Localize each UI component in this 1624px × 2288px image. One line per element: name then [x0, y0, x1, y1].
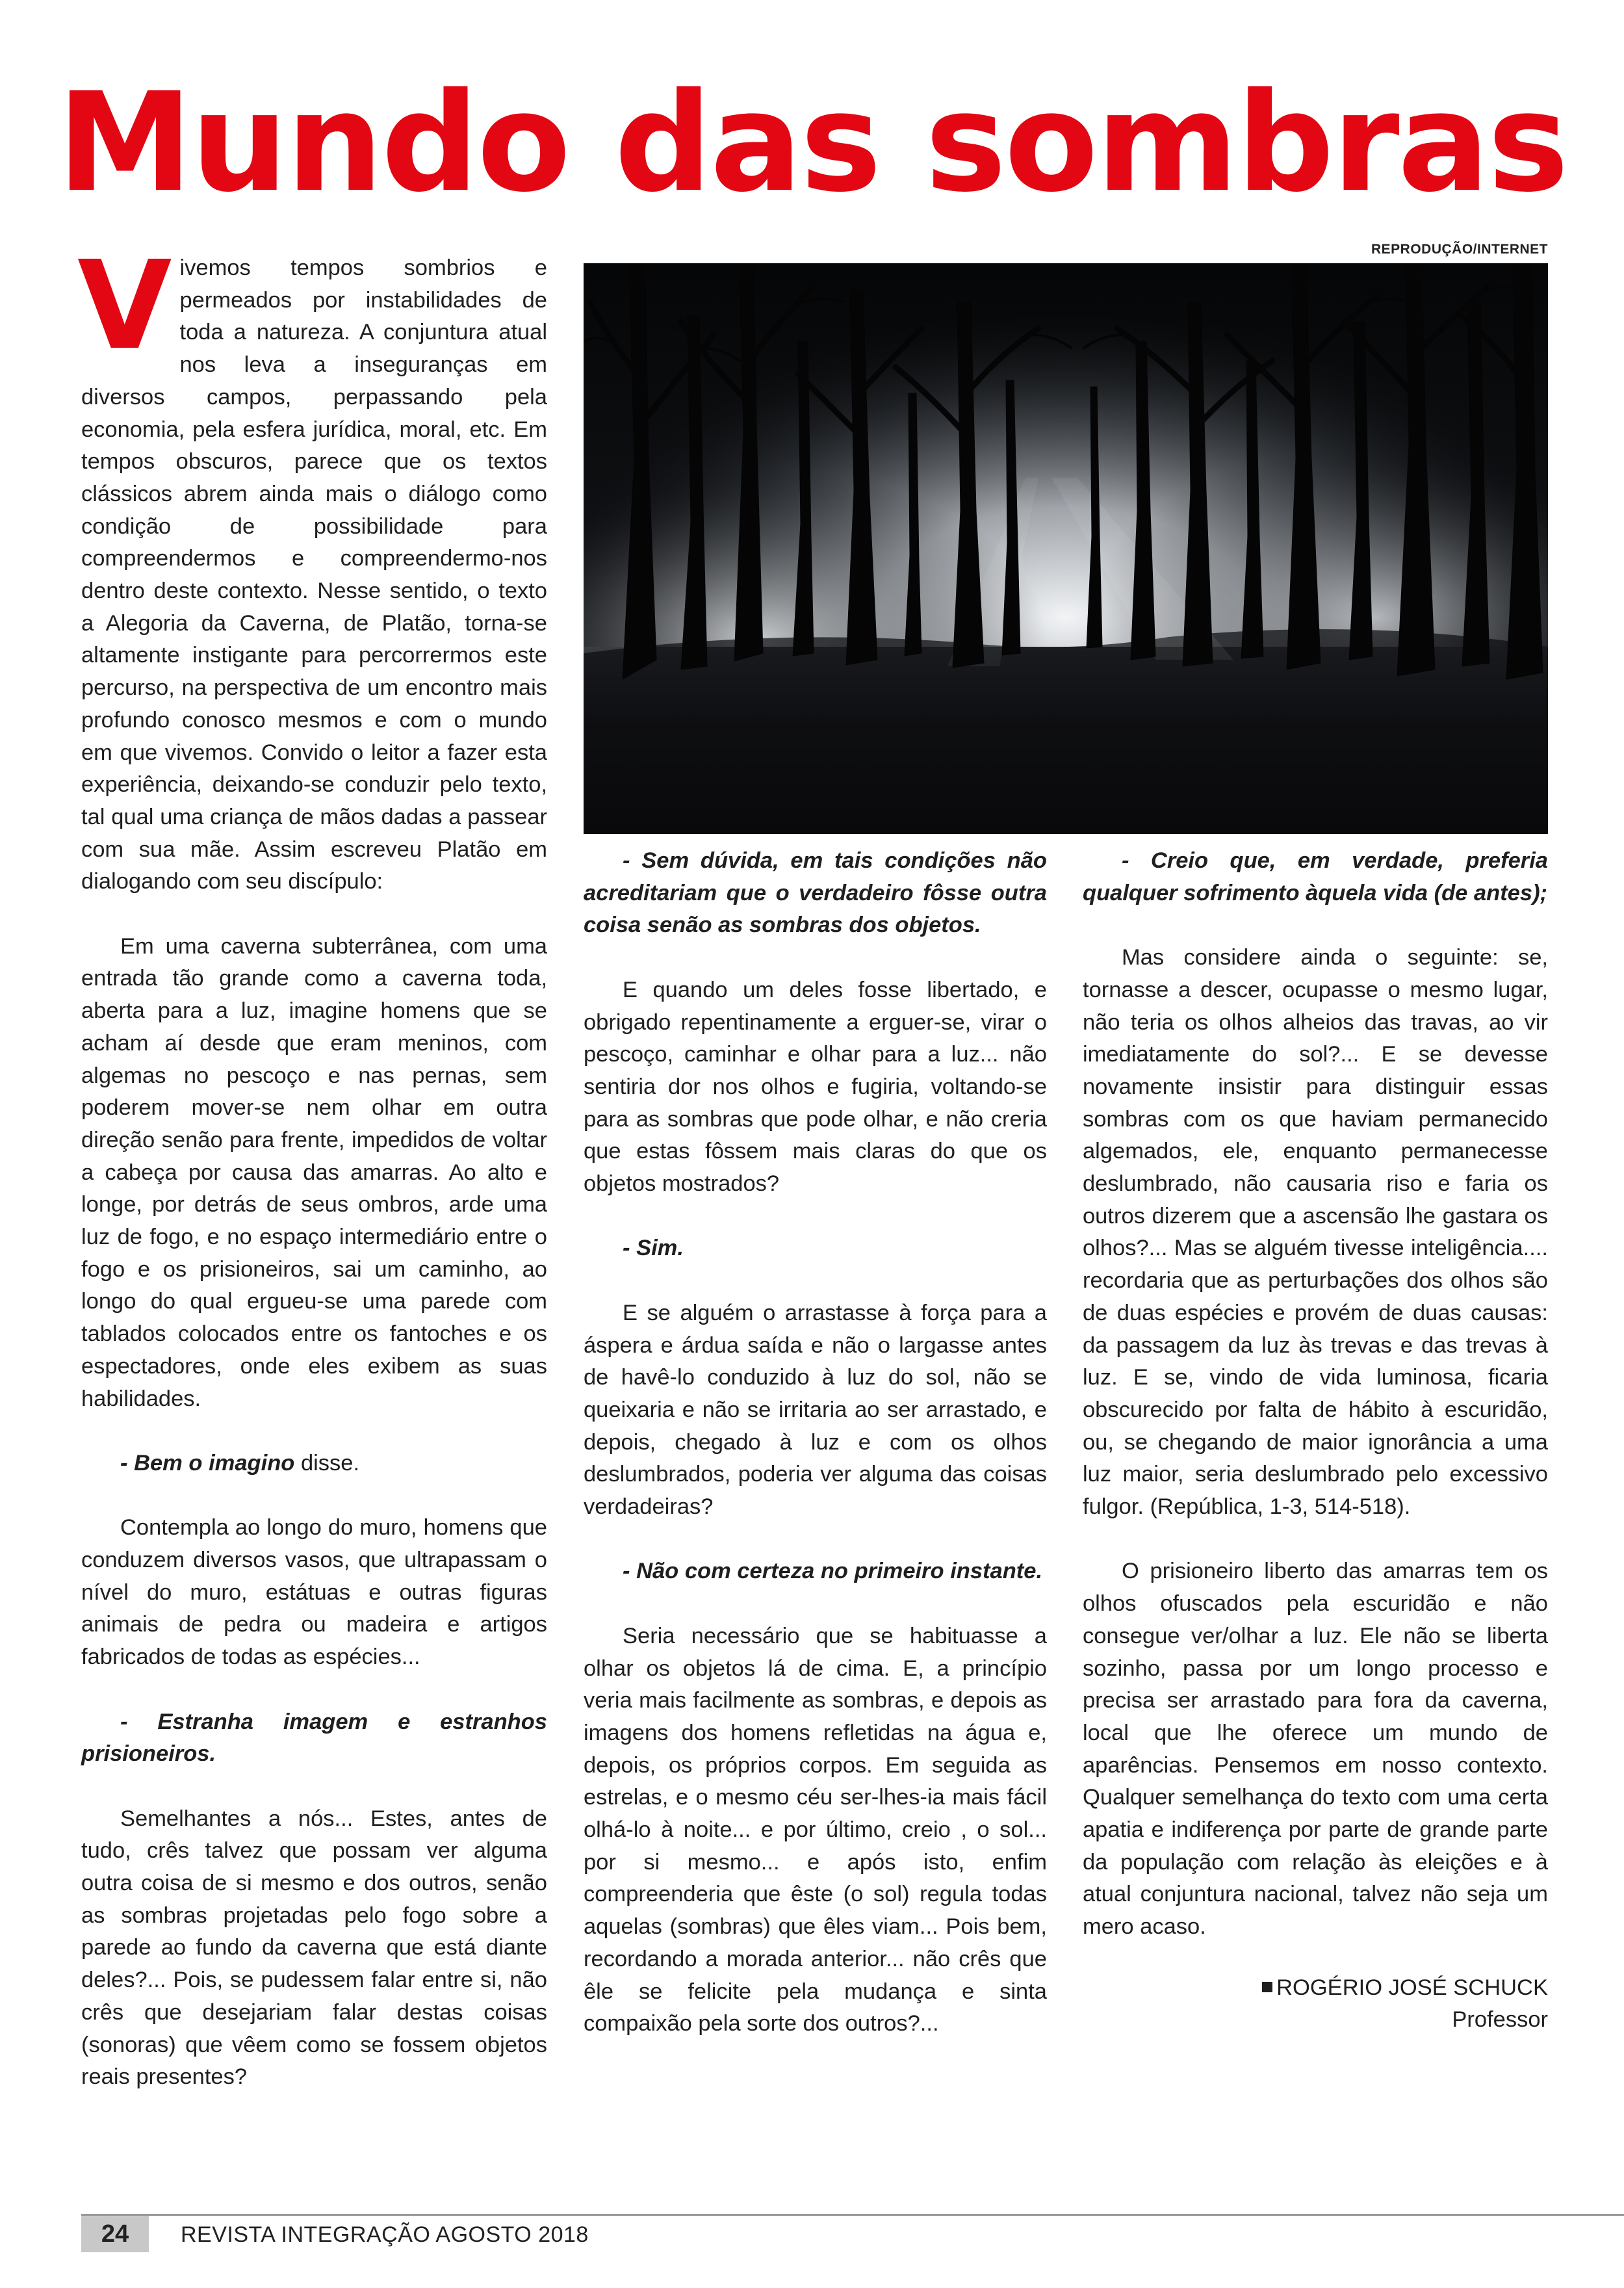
magazine-name: REVISTA INTEGRAÇÃO AGOSTO 2018 [181, 2222, 589, 2247]
text-column-1 [77, 235, 547, 2126]
author-name: ROGÉRIO JOSÉ SCHUCK [1276, 1975, 1548, 2000]
paragraph: O prisioneiro liberto das amarras tem os olhos ofuscados pela escuridão e não consegue ver/olhar a luz. Ele não se liberta sozinho, passa por um longo processo e precisa ser arrastado para fora da caverna, local que lhe oferece um mundo de aparências. Pensemos em nosso contexto. Qualquer semelhança do texto com uma certa apatia e indiferença por parte de grande parte da população com relação às eleições e à atual conjuntura nacional, talvez não seja um mero acaso. [1083, 1559, 1548, 1940]
paragraph [81, 1448, 547, 1480]
photo-credit: REPRODUÇÃO/INTERNET [1371, 242, 1548, 257]
dialogue-line: - Estranha imagem e estranhos prisioneiros. [81, 1709, 547, 1767]
dark-forest-trees-fog-photo-icon [584, 263, 1548, 834]
dialogue-tag: disse. [294, 1450, 360, 1476]
paragraph: Contempla ao longo do muro, homens que conduzem diversos vasos, que ultrapassam o nível do muro, estátuas e outras figuras animais de pedra ou madeira e artigos fabricados de todas as espécies... [81, 1515, 547, 1670]
paragraph: Seria necessário que se habituasse a olhar os objetos lá de cima. E, a princípio veria mais facilmente as sombras, e depois as imagens dos homens refletidas na água e, depois, os próprios corpos. Em seguida as estrelas, e o mesmo céu ser-lhes-ia mais fácil olhá-lo à noite... e por último, creio , o sol... por si mesmo... e após isto, enfim compreenderia que êste (o sol) regula todas aquelas (sombras) que êles viam... Pois bem, recordando a morada anterior... não crês que êle se felicite pela mudança e sinta compaixão pela sorte dos outros?... [584, 1623, 1047, 2036]
dialogue-line: - Sim. [623, 1236, 684, 1261]
drop-cap: V [77, 235, 172, 377]
dialogue-line: - Creio que, em verdade, preferia qualquer sofrimento àquela vida (de antes); [1083, 848, 1548, 905]
page-number: 24 [81, 2216, 149, 2252]
author-role: Professor [1452, 2007, 1548, 2033]
text-column-2 [584, 845, 1047, 2073]
intro-paragraph [77, 235, 547, 898]
article-title: Mundo das sombras [57, 63, 1567, 222]
forest-photo [584, 263, 1548, 834]
paragraph: Semelhantes a nós... Estes, antes de tudo, crês talvez que possam ver alguma outra coisa de si mesmo e dos outros, senão as sombras projetadas pelo fogo sobre a parede ao fundo da caverna que está diante deles?... Pois, se pudessem falar entre si, não crês que desejariam falar destas coisas (sonoras) que vêem como se fossem objetos reais presentes? [81, 1806, 547, 2090]
intro-text: ivemos tempos sombrios e permeados por instabilidades de toda a natureza. A conjuntura atual nos leva a inseguranças em diversos campos, perpassando pela economia, pela esfera jurídica, moral, etc. Em tempos obscuros, parece que os textos clássicos abrem ainda mais o diálogo como condição de possibilidade para compreendermos e compreendermo-nos dentro deste contexto. Nesse sentido, o texto a Alegoria da Caverna, de Platão, torna-se altamente instigante para percorrermos este percurso, na perspectiva de um encontro mais profundo conosco mesmos e com o mundo em que vivemos. Convido o leitor a fazer esta experiência, deixando-se conduzir pelo texto, tal qual uma criança de mãos dadas a passear com sua mãe. Assim escreveu Platão em dialogando com seu discípulo: [81, 255, 547, 894]
dialogue-line: - Sem dúvida, em tais condições não acreditariam que o verdadeiro fôsse outra coisa senão as sombras dos objetos. [584, 848, 1047, 938]
paragraph: E se alguém o arrastasse à força para a áspera e árdua saída e não o largasse antes de havê-lo conduzido à luz do sol, não se queixaria e não se irritaria ao ser arrastado, e depois, chegado à luz e com os olhos deslumbrados, poderia ver alguma das coisas verdadeiras? [584, 1300, 1047, 1520]
dialogue-line: - Não com certeza no primeiro instante. [623, 1559, 1043, 1584]
paragraph: Em uma caverna subterrânea, com uma entrada tão grande como a caverna toda, aberta para a luz, imagine homens que se acham aí desde que eram meninos, com algemas no pescoço e nas pernas, sem poderem mover-se nem olhar em outra direção senão para frente, impedidos de voltar a cabeça por causa das amarras. Ao alto e longe, por detrás de seus ombros, arde uma luz de fogo, e no espaço intermediário entre o fogo e os prisioneiros, sai um caminho, ao longo do qual ergueu-se uma parede com tablados colocados entre os fantoches e os espectadores, onde eles exibem as suas habilidades. [81, 933, 547, 1411]
paragraph: Mas considere ainda o seguinte: se, tornasse a descer, ocupasse o mesmo lugar, não teria os olhos alheios das travas, ao vir imediatamente do sol?... E se devesse novamente insistir para distinguir essas sombras com os que haviam permanecido algemados, ele, enquanto permanecesse deslumbrado, não causaria riso e faria os outros dizerem que a ascensão lhe gastara os olhos?... Mas se alguém tivesse inteligência.... recordaria que as perturbações dos olhos são de duas espécies e provém de duas causas: da passagem da luz às trevas e das trevas à luz. E se, vindo de vida luminosa, ficaria obscurecido por falta de hábito à escuridão, ou, se chegando de maior ignorância a uma luz maior, seria deslumbrado pelo excessivo fulgor. (República, 1-3, 514-518). [1083, 945, 1548, 1520]
footer-divider [81, 2214, 1624, 2216]
dialogue-line: - Bem o imagino [120, 1450, 295, 1476]
paragraph: E quando um deles fosse libertado, e obrigado repentinamente a erguer-se, virar o pescoço, caminhar e olhar para a luz... não sentiria dor nos olhos e fugiria, voltando-se para as sombras que pode olhar, e não creria que estas fôssem mais claras do que os objetos mostrados? [584, 977, 1047, 1197]
bullet-square-icon [1262, 1982, 1272, 1992]
author-signature [1083, 1972, 1548, 2036]
text-column-3 [1083, 845, 1548, 2036]
